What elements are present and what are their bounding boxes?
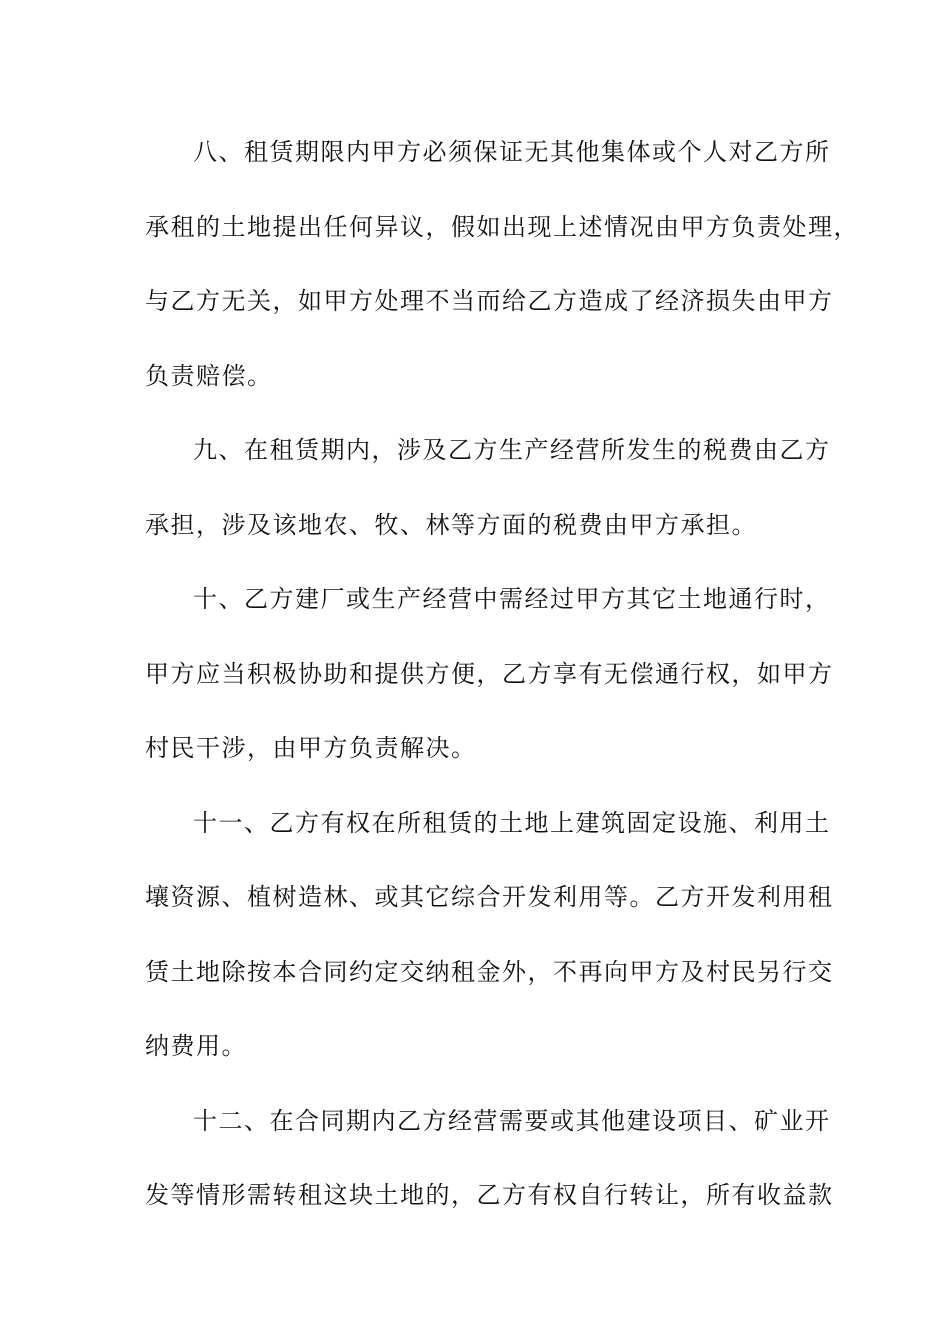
paragraph-11-line-2: 壤资源、植树造林、或其它综合开发利用等。乙方开发利用租: [145, 883, 834, 911]
paragraph-12-line-1: 十二、在合同期内乙方经营需要或其他建设项目、矿业开: [193, 1107, 831, 1135]
paragraph-9-line-1: 九、在租赁期内，涉及乙方生产经营所发生的税费由乙方: [193, 436, 831, 464]
paragraph-10-line-1: 十、乙方建厂或生产经营中需经过甲方其它土地通行时，: [193, 585, 831, 613]
paragraph-11-line-4: 纳费用。: [145, 1032, 247, 1060]
paragraph-10-line-2: 甲方应当积极协助和提供方便，乙方享有无偿通行权，如甲方: [145, 660, 834, 688]
paragraph-8-line-3: 与乙方无关，如甲方处理不当而给乙方造成了经济损失由甲方: [145, 287, 834, 315]
paragraph-8-line-2: 承租的土地提出任何异议，假如出现上述情况由甲方负责处理，: [145, 213, 859, 241]
paragraph-11-line-3: 赁土地除按本合同约定交纳租金外，不再向甲方及村民另行交: [145, 958, 834, 986]
paragraph-8-line-1: 八、租赁期限内甲方必须保证无其他集体或个人对乙方所: [193, 138, 831, 166]
paragraph-11-line-1: 十一、乙方有权在所租赁的土地上建筑固定设施、利用土: [193, 809, 831, 837]
paragraph-12-line-2: 发等情形需转租这块土地的，乙方有权自行转让，所有收益款: [145, 1181, 834, 1209]
paragraph-8-line-4: 负责赔偿。: [145, 362, 273, 390]
paragraph-10-line-3: 村民干涉，由甲方负责解决。: [145, 734, 477, 762]
paragraph-9-line-2: 承担，涉及该地农、牧、林等方面的税费由甲方承担。: [145, 511, 757, 539]
